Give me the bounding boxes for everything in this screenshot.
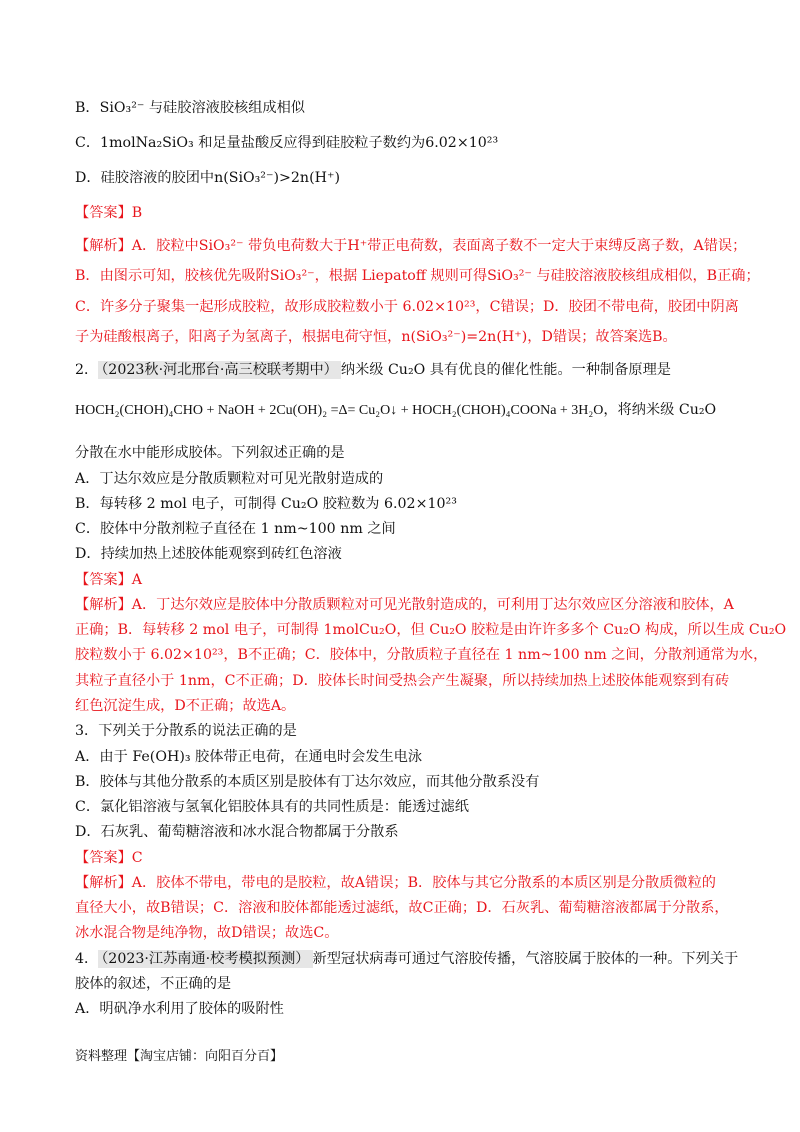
q1-answer: 【答案】B	[75, 205, 143, 221]
q3-stem: 3．下列关于分散系的说法正确的是	[75, 723, 297, 739]
q1-analysis-line-3: C．许多分子聚集一起形成胶粒，故形成胶粒数小于 6.02×10²³，C错误；D．胶团不带电荷，胶团中阴离	[75, 299, 739, 315]
q4-stem-line-1	[75, 949, 738, 969]
q4-stem-line-2: 胶体的叙述，不正确的是	[75, 976, 232, 992]
q2-answer: 【答案】A	[75, 572, 142, 588]
q2-option-c: C．胶体中分散剂粒子直径在 1 nm~100 nm 之间	[75, 521, 396, 537]
q1-option-c: C．1molNa₂SiO₃ 和足量盐酸反应得到硅胶粒子数约为6.02×10²³	[75, 135, 499, 151]
q3-option-b: B．胶体与其他分散系的本质区别是胶体有丁达尔效应，而其他分散系没有	[75, 774, 540, 790]
q2-number: 2．	[75, 362, 99, 378]
q2-equation: HOCH₂(CHOH)₄CHO + NaOH + 2Cu(OH)₂ =Δ= Cu₂O↓ + HOCH₂(CHOH)₄COONa + 3H₂O	[75, 403, 604, 418]
q1-option-b: B．SiO₃²⁻ 与硅胶溶液胶核组成相似	[75, 100, 305, 116]
q4-number: 4．	[75, 951, 99, 967]
q2-analysis-line-3: 胶粒数小于 6.02×10²³，B不正确；C．胶体中，分散质粒子直径在 1 nm~100 nm 之间，分散剂通常为水，	[75, 647, 768, 663]
q3-analysis-line-3: 冰水混合物是纯净物，故D错误；故选C。	[75, 925, 339, 941]
q2-source-tag: （2023秋·河北邢台·高三校联考期中）	[98, 361, 341, 379]
q2-stem-line-3: 分散在水中能形成胶体。下列叙述正确的是	[75, 445, 345, 461]
q3-answer: 【答案】C	[75, 850, 143, 866]
q3-analysis-line-1: 【解析】A．胶体不带电，带电的是胶粒，故A错误；B．胶体与其它分散系的本质区别是分散质微粒的	[75, 875, 716, 891]
q2-option-d: D．持续加热上述胶体能观察到砖红色溶液	[75, 546, 342, 562]
q2-stem-line-1	[75, 360, 671, 380]
q4-source-tag: （2023·江苏南通·校考模拟预测）	[98, 950, 312, 968]
q1-option-d: D．硅胶溶液的胶团中n(SiO₃²⁻)>2n(H⁺)	[75, 170, 341, 186]
q2-option-a: A．丁达尔效应是分散质颗粒对可见光散射造成的	[75, 471, 384, 487]
q3-option-c: C．氯化铝溶液与氢氧化铝胶体具有的共同性质是：能透过滤纸	[75, 799, 469, 815]
q2-analysis-line-5: 红色沉淀生成，D不正确；故选A。	[75, 698, 296, 714]
q3-option-a: A．由于 Fe(OH)₃ 胶体带正电荷，在通电时会发生电泳	[75, 749, 423, 765]
q2-equation-line	[75, 400, 716, 421]
q2-stem-after-equation: ，将纳米级 Cu₂O	[603, 402, 717, 418]
page-footer: 资料整理【淘宝店铺：向阳百分百】	[75, 1049, 284, 1064]
q3-analysis-line-2: 直径大小，故B错误；C．溶液和胶体都能透过滤纸，故C正确；D．石灰乳、葡萄糖溶液都属于分散系，	[75, 900, 729, 916]
q3-option-d: D．石灰乳、葡萄糖溶液和冰水混合物都属于分散系	[75, 824, 399, 840]
q1-analysis-line-2: B．由图示可知，胶核优先吸附SiO₃²⁻，根据 Liepatoff 规则可得SiO₃²⁻ 与硅胶溶液胶核组成相似，B正确；	[75, 268, 760, 284]
q4-stem-text: 新型冠状病毒可通过气溶胶传播，气溶胶属于胶体的一种。下列关于	[312, 951, 739, 967]
q2-stem-text: 纳米级 Cu₂O 具有优良的催化性能。一种制备原理是	[340, 362, 671, 378]
q1-analysis-line-1: 【解析】A．胶粒中SiO₃²⁻ 带负电荷数大于H⁺带正电荷数，表面离子数不一定大于束缚反离子数，A错误；	[75, 238, 747, 254]
q2-analysis-line-2: 正确；B．每转移 2 mol 电子，可制得 1molCu₂O，但 Cu₂O 胶粒是由许许多多个 Cu₂O 构成，所以生成 Cu₂O	[75, 622, 787, 638]
q2-option-b: B．每转移 2 mol 电子，可制得 Cu₂O 胶粒数为 6.02×10²³	[75, 496, 457, 512]
q2-analysis-line-1: 【解析】A．丁达尔效应是胶体中分散质颗粒对可见光散射造成的，可利用丁达尔效应区分溶液和胶体，A	[75, 597, 734, 613]
q1-analysis-line-4: 子为硅酸根离子，阳离子为氢离子，根据电荷守恒，n(SiO₃²⁻)=2n(H⁺)，D错误；故答案选B。	[75, 329, 677, 345]
q2-analysis-line-4: 其粒子直径小于 1nm，C不正确；D．胶体长时间受热会产生凝聚，所以持续加热上述胶体能观察到有砖	[75, 673, 730, 689]
q4-option-a: A．明矾净水利用了胶体的吸附性	[75, 1001, 284, 1017]
